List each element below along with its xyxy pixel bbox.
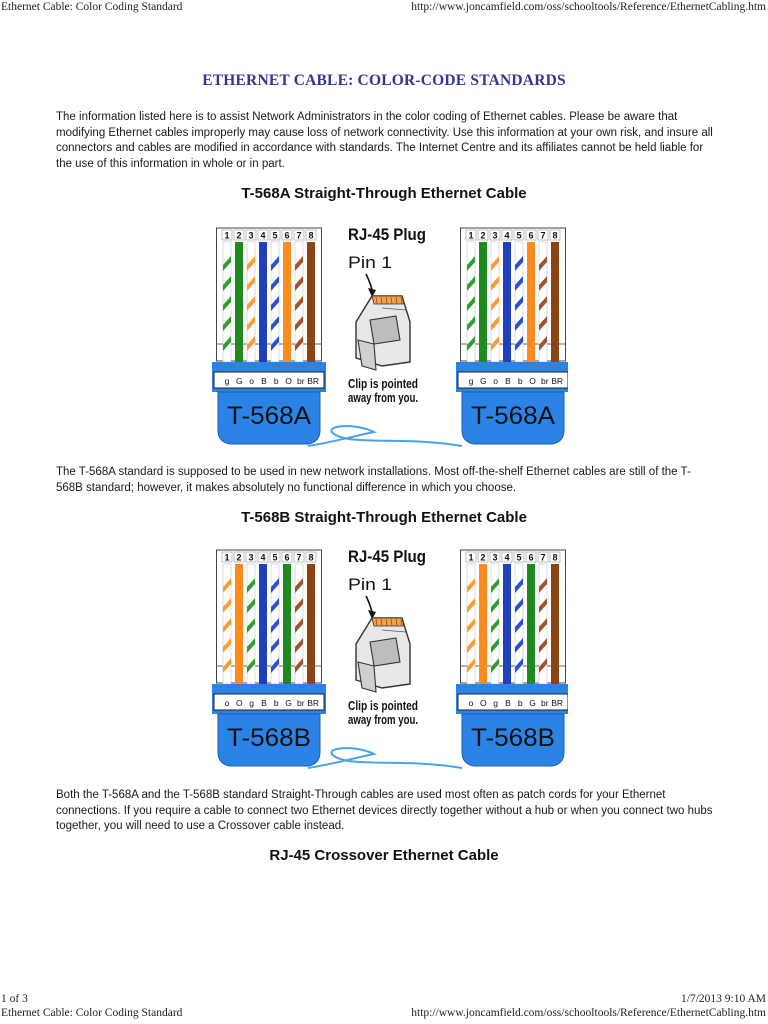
pin-number: 7 [296,230,302,241]
pin1-arrow [366,274,372,290]
pin-code: g [249,698,254,708]
pin-number: 8 [552,230,558,241]
pin-number: 5 [516,552,522,563]
pin-code: BR [307,698,320,708]
pin-number: 6 [284,552,290,563]
pin-code: BR [551,698,564,708]
connector-left [212,228,326,444]
wire-solid [479,242,487,362]
pin-code: BR [551,376,564,386]
connector-housing [461,228,566,361]
pin-code: O [285,376,292,386]
plug-clip [358,340,376,370]
connector-housing [217,228,322,361]
pin-number: 1 [468,230,474,241]
pin-code: o [224,698,230,708]
diagram-t568b-svg [204,536,568,786]
diagram-t568b [204,536,568,786]
rj45-plug [356,296,410,370]
wire-solid [259,242,267,362]
connector-housing [461,550,566,683]
pin-number: 1 [224,230,230,241]
straight-through-paragraph: Both the T-568A and the T-568B standard Straight-Through cables are used most often as patch cords for your Ethernet connections. If you require a cable to connect two Ethernet devices directly together without a hub or when you connect two hubs together, you will need to use a Crossover cable instead. [56,789,713,832]
section-title-t568a: T-568A Straight-Through Ethernet Cable [241,185,527,202]
section-title-t568b: T-568B Straight-Through Ethernet Cable [241,509,527,526]
clip-note-line1: Clip is pointed [348,699,418,713]
patch-cable [308,748,462,768]
pin-code: g [468,376,474,386]
pin-number: 2 [236,552,242,563]
pin-code: G [529,698,536,708]
pin-number: 6 [528,552,534,563]
pin-code: G [235,376,243,386]
connector-right [456,228,568,444]
pin-number: 5 [516,230,522,241]
pin-code: B [505,698,511,708]
footer-page-number: 1 of 3 [1,993,28,1005]
pin-number: 3 [248,230,254,241]
pin-number: 7 [540,230,546,241]
diagram-t568a [204,214,568,464]
t568a-note-paragraph: The T-568A standard is supposed to be used in new network installations. Most off-the-shelf Ethernet cables are still of the T-568B standard; however, it makes absolutely no functional difference in which you choose. [56,466,691,494]
clip-note-line2: away from you. [348,713,418,727]
footer-url: http://www.joncamfield.com/oss/schooltools/Reference/EthernetCabling.htm [411,1007,766,1019]
connector-label: T-568B [471,724,555,752]
pin-number: 5 [272,552,278,563]
wire-solid [527,242,535,362]
clip-note-line2: away from you. [348,391,418,405]
pin-code: o [493,376,498,386]
wire-solid [551,242,559,362]
rj45-plug [356,618,410,692]
pin1-label: Pin 1 [348,253,392,272]
pin-number: 3 [248,552,254,563]
wire-solid [259,564,267,684]
wire-solid [503,242,511,362]
pin-code: br [297,376,305,386]
pin-code: O [529,376,536,386]
plug-window [370,316,400,344]
wire-solid [551,564,559,684]
pin-code: b [517,376,523,386]
pin-code: br [541,698,549,708]
pin-code: b [273,376,279,386]
pin-code: br [541,376,549,386]
wire-solid [479,564,487,684]
pin-number: 1 [468,552,474,563]
pin-number: 5 [272,230,278,241]
pin-code: B [261,376,267,386]
pin-number: 4 [260,230,266,241]
patch-cable [308,426,462,446]
pin-code: g [224,376,230,386]
pin-number: 6 [284,230,290,241]
pin-number: 2 [236,230,242,241]
pin-number: 4 [504,552,510,563]
pin-code: O [235,698,243,708]
section-title-crossover: RJ-45 Crossover Ethernet Cable [269,847,499,864]
wire-solid [235,564,243,684]
connector-label: T-568A [471,402,556,430]
pin1-arrow [366,596,372,612]
connector-label: T-568B [227,724,311,752]
pin-code: O [479,698,487,708]
connector-label: T-568A [227,402,312,430]
pin-code: b [273,698,279,708]
pin-number: 7 [540,552,546,563]
pin-code: b [517,698,523,708]
wire-solid [283,564,291,684]
plug-window [370,638,400,666]
pin-code: br [297,698,305,708]
connector-left [212,550,326,766]
plug-clip [358,662,376,692]
connector-housing [217,550,322,683]
pin-code: B [505,376,511,386]
pin-number: 6 [528,230,534,241]
plug-title: RJ-45 Plug [348,547,426,566]
pin-number: 7 [296,552,302,563]
pin-number: 1 [224,552,230,563]
pin-code: BR [307,376,320,386]
header-url: http://www.joncamfield.com/oss/schooltools/Reference/EthernetCabling.htm [411,1,766,13]
pin-code: G [285,698,292,708]
print-footer-second [0,1007,768,1021]
pin-number: 3 [492,552,498,563]
wire-solid [503,564,511,684]
clip-note-line1: Clip is pointed [348,377,418,391]
pin-code: G [479,376,487,386]
pin-number: 2 [480,230,486,241]
diagram-t568a-svg [204,214,568,464]
wire-solid [527,564,535,684]
pin-number: 4 [504,230,510,241]
plug-title: RJ-45 Plug [348,225,426,244]
footer-page-title: Ethernet Cable: Color Coding Standard [1,1007,183,1019]
pin-number: 2 [480,552,486,563]
connector-right [456,550,568,766]
pin-number: 8 [552,552,558,563]
pin-number: 4 [260,552,266,563]
wire-solid [235,242,243,362]
pin-code: g [493,698,498,708]
pin-code: B [261,698,267,708]
pin-number: 8 [308,230,314,241]
intro-paragraph: The information listed here is to assist Network Administrators in the color coding of Ethernet cables. Please be aware that modifying Ethernet cables improperly may cause loss of network connectivity. Use this information at your own risk, and insure all connectors and cables are modified in accordance with standards. The Internet Centre and its affiliates cannot be held liable for the use of this information in whole or in part. [56,111,713,170]
pin-code: o [249,376,254,386]
pin-number: 3 [492,230,498,241]
pin-number: 8 [308,552,314,563]
page-title: ETHERNET CABLE: COLOR-CODE STANDARDS [202,72,566,89]
pin1-label: Pin 1 [348,575,392,594]
pin-code: o [468,698,474,708]
footer-datetime: 1/7/2013 9:10 AM [681,993,766,1005]
wire-solid [307,564,315,684]
print-footer [0,993,768,1007]
print-header [0,1,768,15]
wire-solid [307,242,315,362]
header-page-title: Ethernet Cable: Color Coding Standard [1,1,183,13]
wire-solid [283,242,291,362]
